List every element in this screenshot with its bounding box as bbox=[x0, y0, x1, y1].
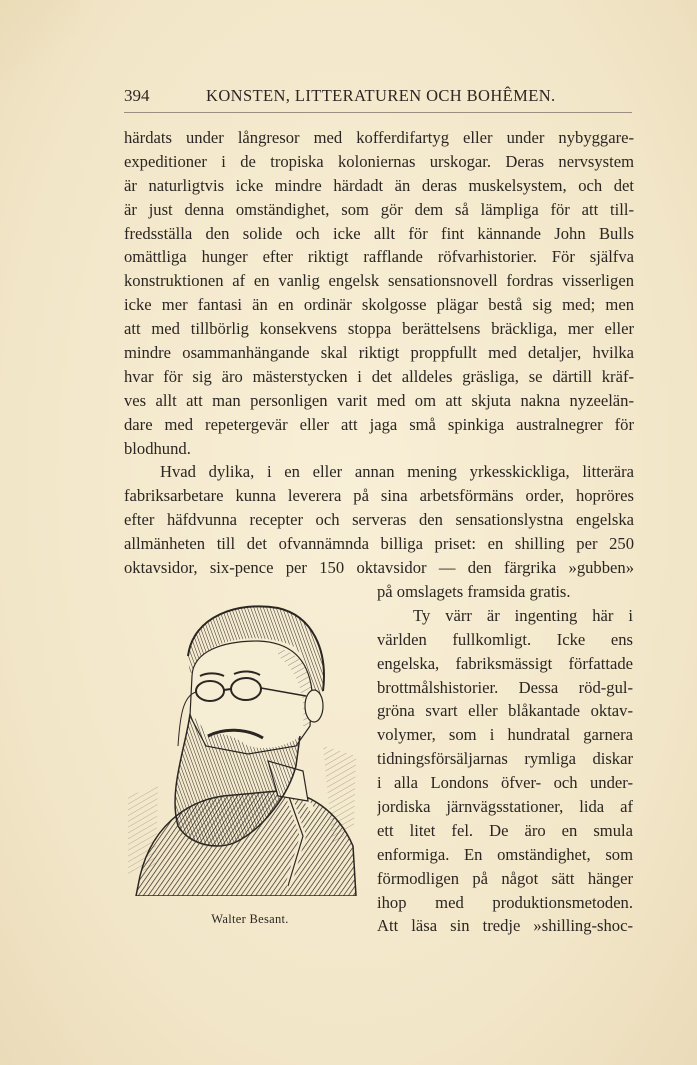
text-line: ett litet fel. De äro en smula bbox=[377, 820, 633, 840]
text-line: fredsställa den solide och icke allt för fint kännande John Bulls bbox=[124, 223, 634, 243]
text-line: i alla Londons öfver- och under- bbox=[377, 773, 633, 793]
header-rule bbox=[124, 112, 632, 113]
illustration-caption: Walter Besant. bbox=[211, 912, 289, 926]
paragraph-start-line: Ty värr är ingenting här i bbox=[413, 605, 633, 625]
text-line: brottmålshistorier. Dessa röd-gul- bbox=[377, 677, 633, 697]
text-line: oktavsidor, six-pence per 150 oktavsidor — den färgrika »gubben» bbox=[124, 558, 634, 578]
text-line: fabriksarbetare kunna leverera på sina arbetsförmäns order, hopröres bbox=[124, 486, 634, 506]
body-text bbox=[124, 126, 634, 580]
text-line: är just denna omständighet, som gör dem så lämpliga för att till- bbox=[124, 199, 634, 219]
running-title: KONSTEN, LITTERATUREN OCH BOHÊMEN. bbox=[206, 86, 556, 105]
page-number: 394 bbox=[124, 86, 150, 105]
text-line: allmänheten till det ofvannämnda billiga priset: en shilling per 250 bbox=[124, 534, 634, 554]
text-line: Att läsa sin tredje »shilling-shoc- bbox=[377, 916, 633, 936]
text-line: efter häfdvunna recepter och serveras den sensationslystna engelska bbox=[124, 510, 634, 530]
text-line: icke mer fantasi än en ordinär skolgosse plägar bestå sig med; men bbox=[124, 295, 634, 315]
paragraph-start-line: Hvad dylika, i en eller annan mening yrkesskickliga, litterära bbox=[160, 462, 634, 482]
text-line: blodhund. bbox=[124, 438, 191, 458]
portrait-illustration bbox=[128, 596, 358, 896]
text-line: enformiga. En omständighet, som bbox=[377, 844, 633, 864]
text-line: konstruktionen af en vanlig engelsk sensationsnovell fordras visserligen bbox=[124, 271, 634, 291]
text-line: gröna svart eller blåkantade oktav- bbox=[377, 701, 633, 721]
text-line: omättliga hunger efter riktigt rafflande röfvarhistorier. För själfva bbox=[124, 247, 634, 267]
text-line: ihop med produktionsmetoden. bbox=[377, 892, 633, 912]
text-line: på omslagets framsida gratis. bbox=[377, 582, 571, 601]
text-line: volymer, som i hundratal garnera bbox=[377, 725, 633, 745]
text-line: jordiska järnvägsstationer, lida af bbox=[377, 797, 633, 817]
text-line: är naturligtvis icke mindre härdadt än deras muskelsystem, och det bbox=[124, 175, 634, 195]
text-line: världen fullkomligt. Icke ens bbox=[377, 629, 633, 649]
text-line: ves allt att man personligen varit med om att skjuta nakna nyzeelän- bbox=[124, 390, 634, 410]
text-line: härdats under långresor med kofferdifartyg eller under nybyggare- bbox=[124, 128, 634, 147]
text-line: att med tillbörlig konsekvens stoppa berättelsens bräckliga, mer eller bbox=[124, 319, 634, 339]
text-line: engelska, fabriksmässigt författade bbox=[377, 653, 633, 673]
text-line: expeditioner i de tropiska koloniernas urskogar. Deras nervsystem bbox=[124, 151, 634, 171]
text-line: förmodligen på något sätt hänger bbox=[377, 868, 633, 888]
running-head bbox=[124, 86, 636, 110]
text-line: mindre osammanhängande skal riktigt proppfullt med detaljer, hvilka bbox=[124, 343, 634, 363]
text-line: dare med repetergevär eller att jaga små spinkiga australnegrer för bbox=[124, 414, 634, 434]
text-line: hvar för sig äro mästerstycken i det alldeles gräsliga, se därtill kräf- bbox=[124, 366, 634, 386]
text-line: tidningsförsäljarnas rymliga diskar bbox=[377, 749, 633, 769]
narrow-text-column bbox=[377, 580, 633, 938]
